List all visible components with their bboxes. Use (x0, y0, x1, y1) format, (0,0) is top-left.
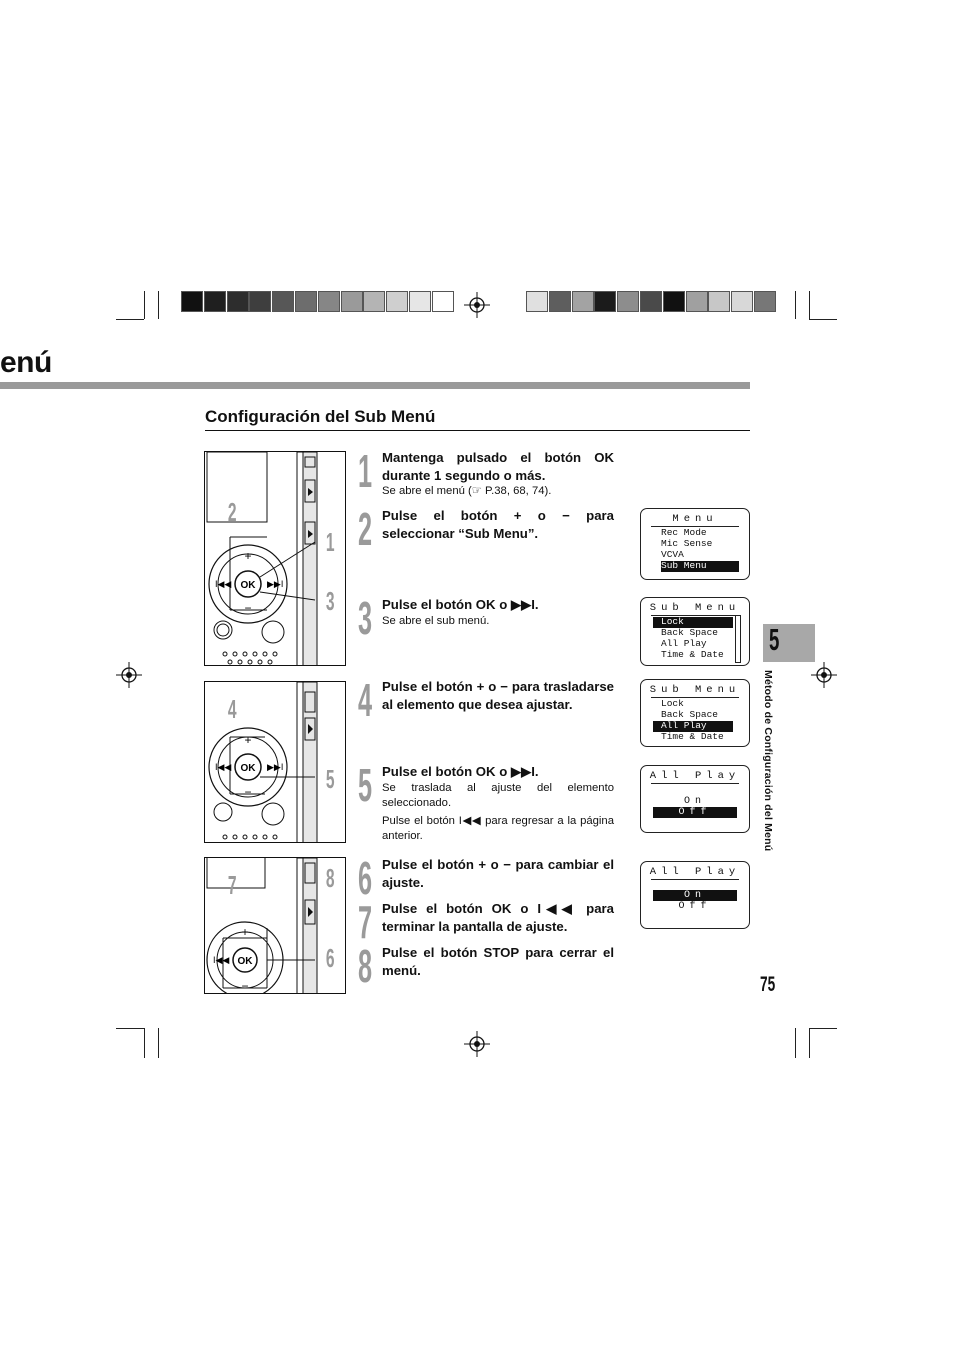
step-number: 7 (358, 896, 373, 948)
step-note: Se abre el menú (☞ P.38, 68, 74). (382, 485, 552, 497)
crop-mark (809, 1028, 810, 1058)
color-swatch (295, 291, 317, 312)
color-swatch (341, 291, 363, 312)
svg-text:+: + (241, 925, 249, 939)
lcd-title: Sub Menu (649, 602, 741, 614)
chapter-side-label: Método de Configuración del Menú (762, 670, 774, 852)
callout-3: 3 (325, 586, 335, 616)
title-rule (0, 382, 750, 389)
section-title: Configuración del Sub Menú (205, 407, 436, 426)
color-swatch (731, 291, 753, 312)
color-swatch (204, 291, 226, 312)
svg-text:−: − (244, 785, 252, 799)
color-swatch (181, 291, 203, 312)
color-swatch (227, 291, 249, 312)
page-number: 75 (760, 973, 776, 996)
lcd-rule (651, 783, 739, 784)
step-number: 6 (358, 852, 373, 904)
device-illustration-b (204, 681, 346, 843)
lcd-screen-sub-menu (640, 679, 750, 747)
registration-mark-icon (464, 1031, 490, 1057)
device-illustration-c (204, 857, 346, 994)
lcd-item: VCVA (661, 549, 684, 560)
registration-mark-icon (464, 292, 490, 318)
step-text: Pulse el botón OK o ▶▶I. (382, 597, 539, 612)
color-swatch (663, 291, 685, 312)
color-swatch (640, 291, 662, 312)
step-text: Pulse el botón + o − para seleccionar “Sub Menu”. (382, 508, 614, 541)
color-swatch (754, 291, 776, 312)
crop-mark (809, 291, 810, 319)
step-note: Se abre el sub menú. (382, 615, 490, 627)
page-title-fragment: enú (0, 346, 52, 379)
lcd-item-selected: Lock (653, 617, 733, 628)
svg-text:I◀◀: I◀◀ (215, 762, 232, 772)
crop-mark (116, 319, 144, 320)
callout-6: 6 (325, 943, 335, 973)
color-swatch (594, 291, 616, 312)
ok-button-label: OK (240, 580, 256, 591)
callout-2: 2 (227, 497, 237, 527)
lcd-item: Lock (661, 698, 684, 709)
lcd-option-selected: Off (653, 807, 737, 818)
callout-1: 1 (325, 527, 335, 557)
step-note: Se traslada al ajuste del elemento seleccionado. (382, 782, 614, 809)
step-note: Pulse el botón I◀◀ para regresar a la página anterior. (382, 815, 614, 842)
color-swatch (549, 291, 571, 312)
crop-mark (809, 1028, 837, 1029)
svg-text:−: − (241, 979, 249, 993)
registration-mark-icon (811, 662, 837, 688)
lcd-item-selected: All Play (653, 721, 733, 732)
crop-mark (158, 1028, 159, 1058)
lcd-item: Time & Date (661, 649, 724, 660)
callout-7: 7 (227, 870, 237, 900)
device-illustration-a (204, 451, 346, 666)
svg-text:+: + (244, 549, 252, 563)
lcd-option: On (683, 796, 706, 807)
ok-button-label: OK (240, 763, 256, 774)
color-swatch (363, 291, 385, 312)
lcd-screen-menu (640, 508, 750, 580)
lcd-screen-all-play (640, 861, 750, 929)
svg-text:▶▶I: ▶▶I (267, 762, 284, 772)
lcd-title: All Play (649, 866, 741, 878)
crop-mark (144, 291, 145, 319)
crop-mark (144, 1028, 145, 1058)
callout-5: 5 (325, 764, 335, 794)
svg-text:−: − (244, 601, 252, 615)
lcd-item: Time & Date (661, 731, 724, 742)
color-swatch (432, 291, 454, 312)
step-number: 2 (358, 503, 373, 555)
step-number: 5 (358, 759, 373, 811)
crop-mark (809, 319, 837, 320)
chapter-number: 5 (769, 622, 780, 657)
lcd-title: Menu (672, 513, 718, 525)
color-swatch (686, 291, 708, 312)
recorder-drawing-icon (205, 858, 346, 994)
lcd-item: Back Space (661, 627, 719, 638)
svg-text:I◀◀: I◀◀ (215, 579, 232, 589)
step-number: 1 (358, 445, 373, 497)
color-swatch (617, 291, 639, 312)
color-swatch (526, 291, 548, 312)
crop-mark (795, 1028, 796, 1058)
lcd-title: Sub Menu (649, 684, 741, 696)
color-swatch (249, 291, 271, 312)
color-swatch (318, 291, 340, 312)
color-swatch (386, 291, 408, 312)
svg-text:▶▶I: ▶▶I (267, 579, 284, 589)
registration-mark-icon (116, 662, 142, 688)
step-text: Pulse el botón STOP para cerrar el menú. (382, 945, 614, 978)
section-rule (205, 430, 750, 431)
color-swatch (272, 291, 294, 312)
svg-text:+: + (244, 733, 252, 747)
step-text: Pulse el botón OK o I◀◀ para terminar la pantalla de ajuste. (382, 901, 614, 934)
color-swatch (572, 291, 594, 312)
recorder-drawing-icon (205, 452, 346, 666)
lcd-item: Mic Sense (661, 538, 713, 549)
lcd-screen-sub-menu (640, 597, 750, 666)
lcd-option-selected: On (653, 890, 737, 901)
lcd-item: All Play (661, 638, 707, 649)
step-text: Pulse el botón + o − para cambiar el ajuste. (382, 857, 614, 890)
step-number: 8 (358, 940, 373, 992)
lcd-option: Off (678, 901, 712, 912)
crop-mark (795, 291, 796, 319)
step-number: 4 (358, 674, 373, 726)
ok-button-label: OK (237, 956, 253, 967)
crop-mark (158, 291, 159, 319)
step-text: Mantenga pulsado el botón OK durante 1 segundo o más. (382, 450, 614, 483)
color-swatch (409, 291, 431, 312)
lcd-rule (651, 879, 739, 880)
callout-8: 8 (325, 863, 335, 893)
step-text: Pulse el botón + o − para trasladarse al elemento que desea ajustar. (382, 679, 614, 712)
lcd-item: Rec Mode (661, 527, 707, 538)
lcd-scrollbar (735, 615, 741, 663)
crop-mark (116, 1028, 144, 1029)
lcd-screen-all-play (640, 765, 750, 833)
svg-text:I◀◀: I◀◀ (213, 955, 230, 965)
lcd-item-selected: Sub Menu (661, 561, 739, 572)
callout-4: 4 (227, 694, 237, 724)
recorder-drawing-icon (205, 682, 346, 843)
step-number: 3 (358, 592, 373, 644)
lcd-title: All Play (649, 770, 741, 782)
color-swatch (708, 291, 730, 312)
step-text: Pulse el botón OK o ▶▶I. (382, 764, 539, 779)
lcd-item: Back Space (661, 709, 719, 720)
